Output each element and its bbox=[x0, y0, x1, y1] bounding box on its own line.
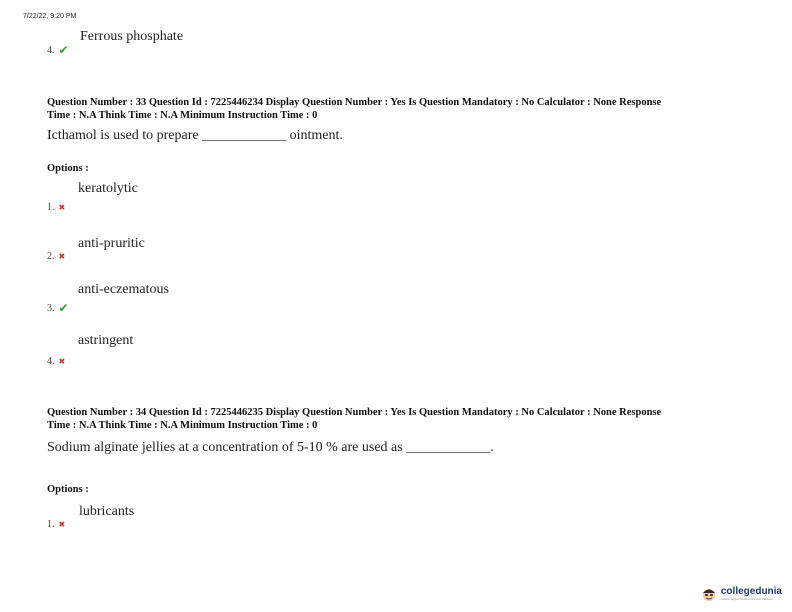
option-text: astringent bbox=[78, 333, 134, 348]
question-meta bbox=[47, 406, 767, 432]
option-number bbox=[47, 519, 65, 530]
cross-icon: ✖ bbox=[58, 251, 66, 261]
options-label: Options : bbox=[47, 163, 89, 174]
check-icon: ✔ bbox=[58, 43, 69, 57]
cross-icon: ✖ bbox=[58, 519, 66, 529]
option-number bbox=[47, 251, 65, 262]
check-icon: ✔ bbox=[58, 301, 69, 315]
option-number-label: 1. bbox=[47, 202, 55, 213]
option-number-label: 2. bbox=[47, 251, 55, 262]
question-meta-line1: Question Number : 34 Question Id : 7225446235 Display Question Number : Yes Is Question Mandatory : No Calculator : None Response bbox=[47, 407, 662, 418]
option-number-label: 4. bbox=[47, 356, 55, 367]
print-timestamp: 7/22/22, 9:20 PM bbox=[23, 13, 77, 20]
mascot-icon bbox=[701, 586, 717, 602]
option-text: anti-pruritic bbox=[78, 236, 145, 251]
option-text: lubricants bbox=[79, 504, 135, 519]
question-meta-line2: Time : N.A Think Time : N.A Minimum Instruction Time : 0 bbox=[47, 110, 318, 121]
cross-icon: ✖ bbox=[58, 356, 66, 366]
option-text: Ferrous phosphate bbox=[80, 29, 184, 44]
option-text: anti-eczematous bbox=[78, 282, 169, 297]
logo-text-group bbox=[721, 587, 782, 601]
question-text: Icthamol is used to prepare ____________ ointment. bbox=[47, 128, 343, 143]
options-label: Options : bbox=[47, 484, 89, 495]
option-number bbox=[47, 202, 65, 213]
question-meta bbox=[47, 96, 767, 122]
logo-tagline: India's largest Student Review Platform bbox=[720, 597, 774, 601]
option-number bbox=[47, 302, 69, 314]
option-number-label: 4. bbox=[47, 44, 55, 56]
option-number-label: 3. bbox=[47, 302, 55, 314]
collegedunia-logo bbox=[701, 586, 782, 602]
question-meta-line2: Time : N.A Think Time : N.A Minimum Instruction Time : 0 bbox=[47, 420, 318, 431]
question-text: Sodium alginate jellies at a concentration of 5-10 % are used as ____________. bbox=[47, 440, 494, 455]
option-number bbox=[47, 356, 65, 367]
logo-name: collegedunia bbox=[720, 586, 782, 597]
cross-icon: ✖ bbox=[58, 202, 66, 212]
question-meta-line1: Question Number : 33 Question Id : 7225446234 Display Question Number : Yes Is Question Mandatory : No Calculator : None Response bbox=[47, 97, 662, 108]
option-number bbox=[47, 44, 69, 56]
option-number-label: 1. bbox=[47, 519, 55, 530]
option-text: keratolytic bbox=[78, 181, 138, 196]
